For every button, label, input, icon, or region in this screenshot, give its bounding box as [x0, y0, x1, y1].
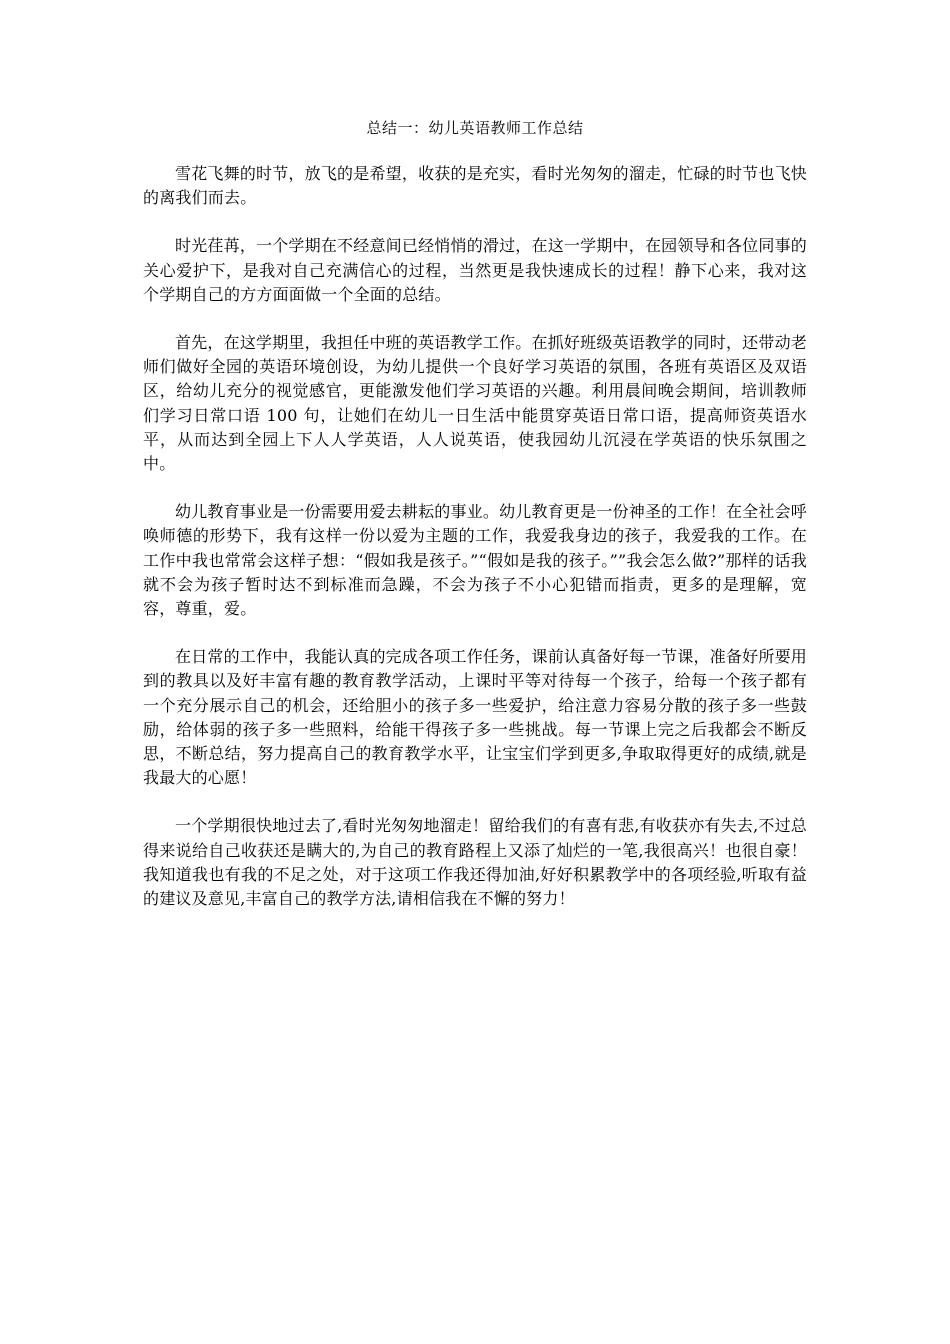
document-page — [143, 116, 807, 935]
paragraph-love-education: 幼儿教育事业是一份需要用爱去耕耘的事业。幼儿教育更是一份神圣的工作！在全社会呼唤师德的形势下，我有这样一份以爱为主题的工作，我爱我身边的孩子，我爱我的工作。在工作中我也常常会这样子想：“假如我是孩子。”“假如是我的孩子。””我会怎么做?”那样的话我就不会为孩子暂时达不到标准而急躁，不会为孩子不小心犯错而指责，更多的是理解，宽容，尊重，爱。 — [143, 502, 807, 619]
paragraph-intro: 雪花飞舞的时节，放飞的是希望，收获的是充实，看时光匆匆的溜走，忙碌的时节也飞快的离我们而去。 — [143, 164, 807, 208]
paragraph-daily-work: 在日常的工作中，我能认真的完成各项工作任务，课前认真备好每一节课，准备好所要用到的教具以及好丰富有趣的教育教学活动，上课时平等对待每一个孩子，给每一个孩子都有一个充分展示自己的机会，还给胆小的孩子多一些爱护，给注意力容易分散的孩子多一些鼓励，给体弱的孩子多一些照料，给能干得孩子多一些挑战。每一节课上完之后我都会不断反思，不断总结，努力提高自己的教育教学水平，让宝宝们学到更多,争取取得更好的成绩,就是我最大的心愿！ — [143, 647, 807, 788]
paragraph-conclusion: 一个学期很快地过去了,看时光匆匆地溜走！留给我们的有喜有悲,有收获亦有失去,不过总得来说给自己收获还是瞒大的,为自己的教育路程上又添了灿烂的一笔,我很高兴！也很自豪！我知道我也有我的不足之处，对于这项工作我还得加油,好好积累教学中的各项经验,听取有益的建议及意见,丰富自己的教学方法,请相信我在不懈的努力！ — [143, 816, 807, 909]
paragraph-english-teaching: 首先，在这学期里，我担任中班的英语教学工作。在抓好班级英语教学的同时，还带动老师们做好全园的英语环境创设，为幼儿提供一个良好学习英语的氛围，各班有英语区及双语区，给幼儿充分的视觉感官，更能激发他们学习英语的兴趣。利用晨间晚会期间，培训教师们学习日常口语 100 句，让她们在幼儿一日生活中能贯穿英语日常口语，提高师资英语水平，从而达到全园上下人人学英语，人人说英语，使我园幼儿沉浸在学英语的快乐氛围之中。 — [143, 333, 807, 474]
document-title: 总结一：幼儿英语教师工作总结 — [366, 119, 584, 137]
paragraph-semester-review: 时光荏苒，一个学期在不经意间已经悄悄的滑过，在这一学期中，在园领导和各位同事的关心爱护下，是我对自己充满信心的过程，当然更是我快速成长的过程！静下心来，我对这个学期自己的方方面面做一个全面的总结。 — [143, 236, 807, 304]
